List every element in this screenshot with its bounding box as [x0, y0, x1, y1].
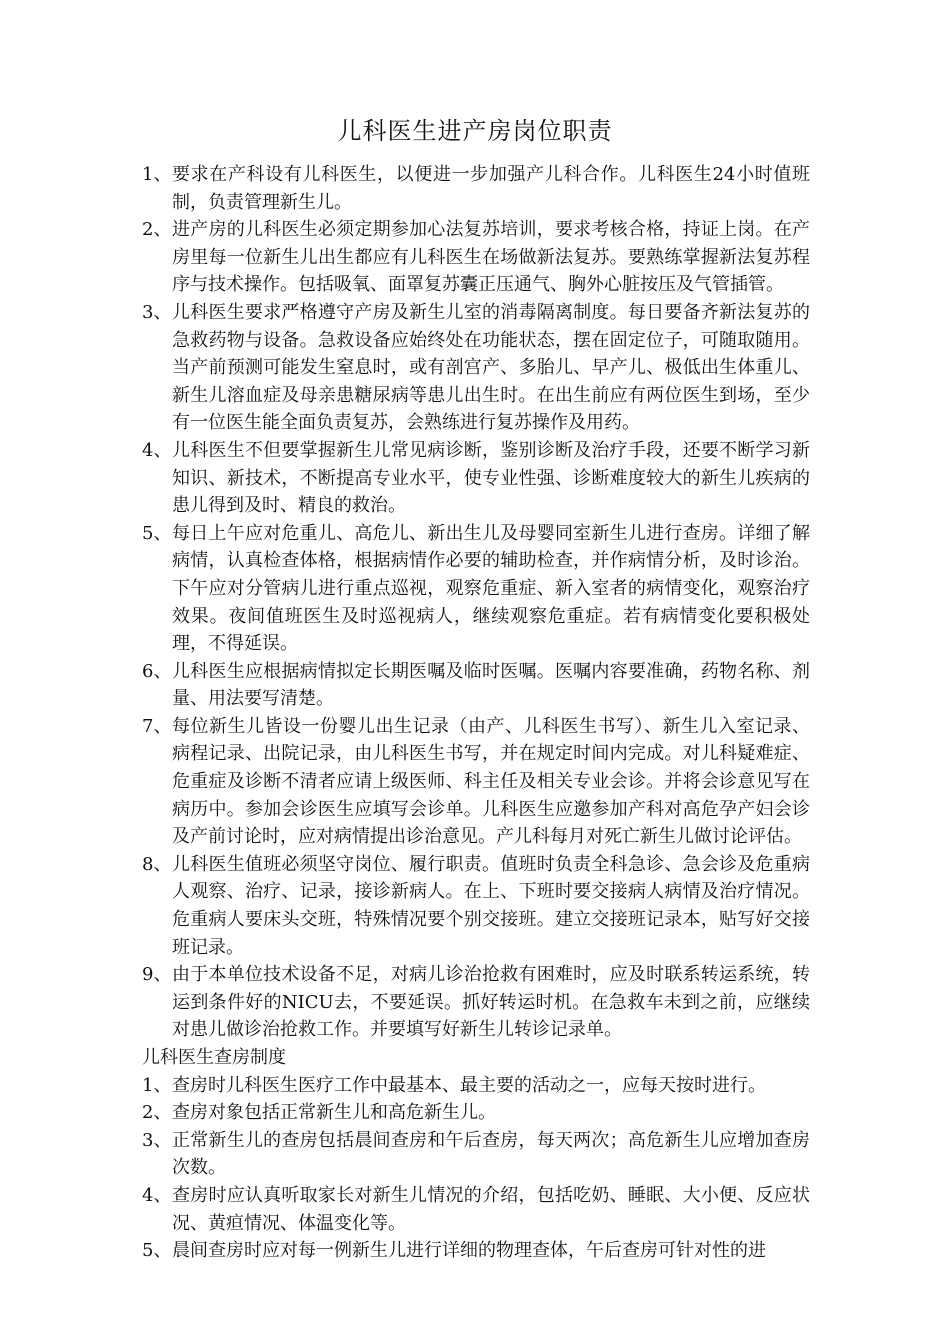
item-number: 4、: [142, 1184, 172, 1206]
item-text: 儿科医生不但要掌握新生儿常见病诊断，鉴别诊断及治疗手段，还要不断学习新知识、新技术，不断提高专业水平，使专业性强、诊断难度较大的新生儿疾病的患儿得到及时、精良的救治。: [172, 439, 810, 517]
item-number: 1、: [142, 164, 172, 185]
item-text: 每位新生儿皆设一份婴儿出生记录（由产、儿科医生书写）、新生儿入室记录、病程记录、出院记录，由儿科医生书写，并在规定时间内完成。对儿科疑难症、危重症及诊断不清者应请上级医师、科主任及相关专业会诊。并将会诊意见写在病历中。参加会诊医生应填写会诊单。儿科医生应邀参加产科对高危孕产妇会诊及产前讨论时，应对病情提出诊治意见。产儿科每月对死亡新生儿做讨论评估。: [172, 715, 810, 848]
ward-round-list: [142, 1072, 810, 1265]
duties-list: [142, 161, 810, 1044]
list-item: [142, 961, 810, 1044]
item-number: 5、: [142, 522, 172, 544]
item-text: 晨间查房时应对每一例新生儿进行详细的物理查体，午后查房可针对性的进: [172, 1240, 766, 1262]
item-number: 6、: [142, 660, 172, 682]
list-item: [142, 437, 810, 520]
item-text: 儿科医生应根据病情拟定长期医嘱及临时医嘱。医嘱内容要准确，药物名称、剂量、用法要写清楚。: [172, 660, 810, 710]
list-item: [142, 658, 810, 713]
list-item: [142, 1072, 810, 1100]
item-text: 要求在产科设有儿科医生，以便进一步加强产儿科合作。儿科医生24小时值班制，负责管理新生儿。: [172, 164, 810, 213]
document-body: [142, 161, 810, 1265]
item-text: 查房对象包括正常新生儿和高危新生儿。: [172, 1102, 496, 1124]
item-number: 3、: [142, 1129, 172, 1151]
item-number: 2、: [142, 1102, 172, 1124]
list-item: [142, 1127, 810, 1182]
item-text: 由于本单位技术设备不足，对病儿诊治抢救有困难时，应及时联系转运系统，转运到条件好的NICU去，不要延误。抓好转运时机。在急救车未到之前，应继续对患儿做诊治抢救工作。并要填写好新生儿转诊记录单。: [172, 964, 810, 1041]
list-item: [142, 520, 810, 658]
item-text: 每日上午应对危重儿、高危儿、新出生儿及母婴同室新生儿进行查房。详细了解病情，认真检查体格，根据病情作必要的辅助检查，并作病情分析，及时诊治。下午应对分管病儿进行重点巡视，观察危重症、新入室者的病情变化，观察治疗效果。夜间值班医生及时巡视病人，继续观察危重症。若有病情变化要积极处理，不得延误。: [172, 522, 810, 655]
item-number: 2、: [142, 219, 172, 241]
item-number: 3、: [142, 301, 172, 323]
list-item: [142, 1182, 810, 1237]
list-item: [142, 713, 810, 851]
item-text: 查房时应认真听取家长对新生儿情况的介绍，包括吃奶、睡眠、大小便、反应状况、黄疸情况、体温变化等。: [172, 1184, 810, 1234]
item-text: 正常新生儿的查房包括晨间查房和午后查房，每天两次；高危新生儿应增加查房次数。: [172, 1129, 810, 1179]
list-item: [142, 216, 810, 299]
item-number: 5、: [142, 1240, 172, 1262]
item-text: 儿科医生值班必须坚守岗位、履行职责。值班时负责全科急诊、急会诊及危重病人观察、治疗、记录，接诊新病人。在上、下班时要交接病人病情及治疗情况。危重病人要床头交班，特殊情况要个别交接班。建立交接班记录本，贴写好交接班记录。: [172, 853, 810, 958]
item-number: 8、: [142, 853, 172, 875]
item-number: 1、: [142, 1074, 172, 1096]
item-text: 进产房的儿科医生必须定期参加心法复苏培训，要求考核合格，持证上岗。在产房里每一位新生儿出生都应有儿科医生在场做新法复苏。要熟练掌握新法复苏程序与技术操作。包括吸氧、面罩复苏囊正压通气、胸外心脏按压及气管插管。: [172, 219, 810, 296]
list-item: [142, 1237, 810, 1265]
page-title: 儿科医生进产房岗位职责: [337, 117, 613, 145]
section-heading: 儿科医生查房制度: [142, 1047, 286, 1068]
item-number: 7、: [142, 715, 172, 737]
list-item: [142, 851, 810, 961]
item-text: 儿科医生要求严格遵守产房及新生儿室的消毒隔离制度。每日要备齐新法复苏的急救药物与设备。急救设备应始终处在功能状态，摆在固定位子，可随取随用。当产前预测可能发生窒息时，或有剖宫产、多胎儿、早产儿、极低出生体重儿、新生儿溶血症及母亲患糖尿病等患儿出生时。在出生前应有两位医生到场，至少有一位医生能全面负责复苏，会熟练进行复苏操作及用药。: [172, 301, 810, 434]
list-item: [142, 161, 810, 216]
list-item: [142, 299, 810, 437]
list-item: [142, 1099, 810, 1127]
item-text: 查房时儿科医生医疗工作中最基本、最主要的活动之一，应每天按时进行。: [172, 1074, 766, 1096]
item-number: 9、: [142, 964, 172, 986]
item-number: 4、: [142, 439, 172, 461]
